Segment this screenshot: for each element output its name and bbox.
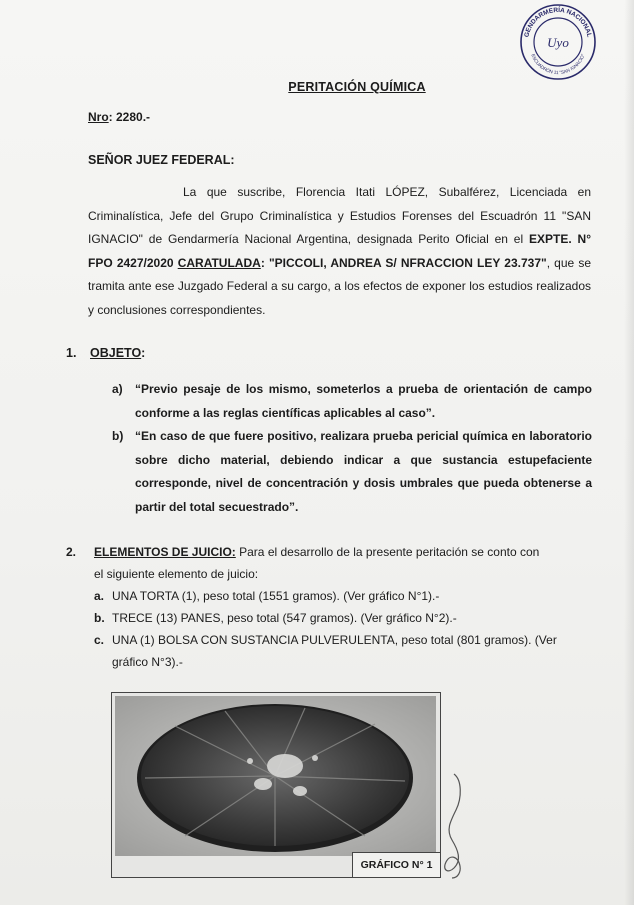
figure-caption: GRÁFICO N° 1 — [352, 852, 441, 878]
list-item-text: TRECE (13) PANES, peso total (547 gramos). (Ver gráfico N°2).- — [112, 611, 457, 625]
list-item-label: b) — [112, 429, 124, 443]
list-item-text: “Previo pesaje de los mismo, someterlos a prueba de orientación de campo conforme a las reglas científicas aplicables al caso”. — [135, 382, 592, 420]
cake-photo — [115, 696, 436, 856]
list-item — [112, 425, 592, 519]
list-item-text: UNA (1) BOLSA CON SUSTANCIA PULVERULENTA, peso total (801 gramos). (Ver gráfico N°3).- — [112, 633, 557, 669]
handwritten-signature — [432, 770, 472, 880]
seal-bottom-text: ESCUADRÓN 11 "SAN IGNACIO" — [530, 53, 586, 76]
section-title: OBJETO — [90, 346, 142, 360]
nro-label: Nro — [88, 110, 109, 124]
document-title-row — [0, 80, 634, 94]
list-item — [94, 607, 594, 629]
nro-value: : 2280.- — [108, 110, 151, 124]
svg-text:GENDARMERÍA NACIONAL — [523, 5, 592, 38]
list-item — [94, 585, 594, 607]
section-lead: Para el desarrollo de la presente peritación se conto con — [235, 545, 540, 559]
section-lead-cont: el siguiente elemento de juicio: — [94, 567, 259, 581]
section-elementos — [66, 541, 594, 673]
intro-text-1: La que suscribe, Florencia Itati LÓPEZ, Subalférez, Licenciada en Criminalística, Jefe del Grupo Criminalística y Estudios Forenses del Escuadrón 11 "SAN IGNACIO" de Gendarmería Nacional Argentina, designada Perito Oficial en el — [88, 185, 591, 246]
gendarmeria-seal-stamp — [518, 2, 598, 82]
seal-top-text: GENDARMERÍA NACIONAL — [523, 6, 593, 38]
section-number: 1. — [66, 346, 77, 360]
figure-box — [111, 692, 441, 878]
intro-paragraph — [88, 181, 591, 322]
seal-monogram: Uyo — [547, 35, 569, 50]
page-edge-shadow — [624, 0, 634, 905]
intro-expte: EXPTE. N° FPO 2427/2020 — [88, 232, 591, 270]
list-item-label: c. — [94, 633, 105, 647]
case-number — [88, 110, 150, 124]
section-title-colon: : — [141, 346, 146, 360]
list-item — [112, 378, 592, 425]
intro-caratulada-value: : "PICCOLI, ANDREA S/ NFRACCION LEY 23.737" — [260, 255, 547, 270]
section-number: 2. — [66, 545, 77, 559]
elementos-list — [66, 585, 594, 673]
list-item-label: b. — [94, 611, 105, 625]
list-item — [94, 629, 594, 673]
section-objeto-heading — [66, 346, 145, 360]
intro-caratulada-label: CARATULADA — [177, 255, 261, 270]
list-item-label: a) — [112, 382, 123, 396]
section-title: ELEMENTOS DE JUICIO: — [94, 545, 236, 559]
list-item-text: UNA TORTA (1), peso total (1551 gramos). (Ver gráfico N°1).- — [112, 589, 440, 603]
intro-text-2: , que se tramita ante ese Juzgado Federal a su cargo, a los efectos de exponer los estudios realizados y conclusiones correspondientes. — [88, 255, 592, 317]
list-item-label: a. — [94, 589, 105, 603]
list-item-text: “En caso de que fuere positivo, realizara prueba pericial química en laboratorio sobre dicho material, debiendo indicar a que sustancia estupefaciente corresponde, nivel de concentración y dosis umbrales que pueda obtenerse a partir del total secuestrado”. — [135, 429, 592, 514]
document-title: PERITACIÓN QUÍMICA — [288, 80, 426, 94]
greeting: SEÑOR JUEZ FEDERAL: — [88, 153, 235, 167]
objeto-list — [112, 378, 592, 519]
